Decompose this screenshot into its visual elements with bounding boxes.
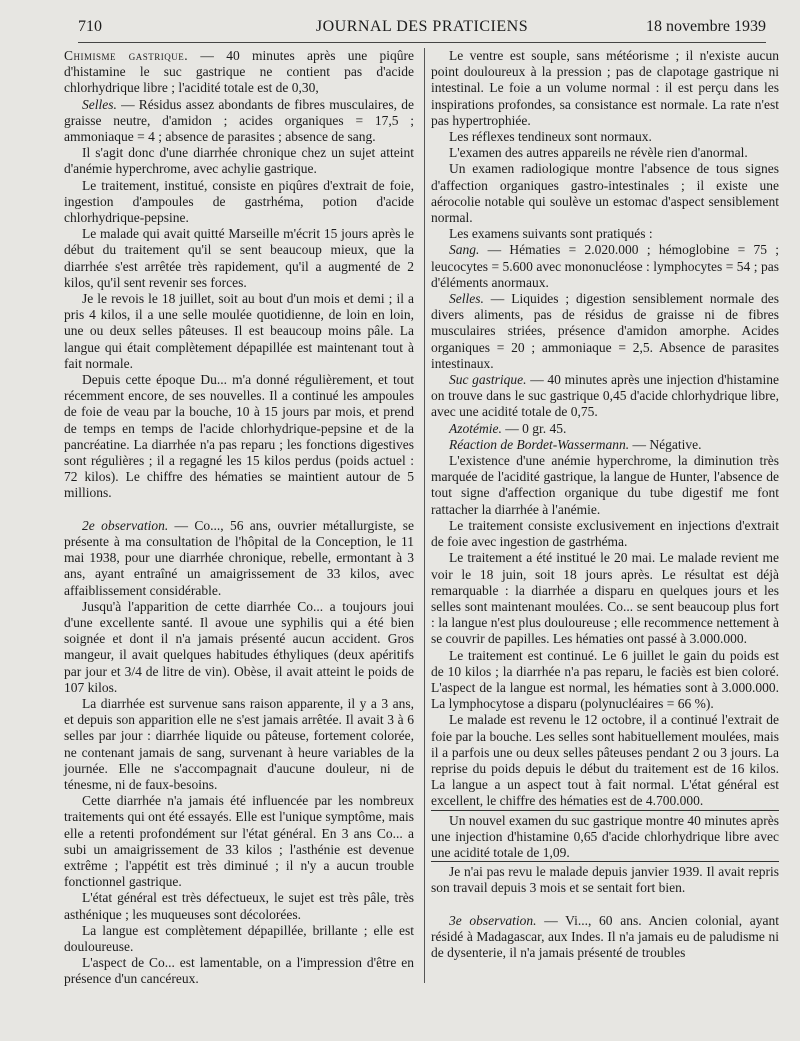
paragraph-lead: Chimisme gastrique. [64,48,189,63]
paragraph [431,421,779,437]
paragraph-lead: Sang. [449,242,480,258]
paragraph [431,913,779,962]
paragraph [64,518,414,599]
paragraph-text: — Vi..., 60 ans. Ancien colonial, ayant résidé à Madagascar, aux Indes. Il n'a jamais eu de paludisme ni de dysenterie, il n'a jamais présenté de troubles [431,912,779,960]
paragraph: Les réflexes tendineux sont normaux. [449,129,652,145]
column-divider [424,48,425,983]
journal-title: JOURNAL DES PRATICIENS [315,18,529,35]
paragraph: Je le revois le 18 juillet, soit au bout d'un mois et demi ; il a pris 4 kilos, il a une selle moulée quotidienne, de loin en loin, une ou deux selles pâteuses. Il est beaucoup moins pâle. La langue qui était complètement dépapillée est maintenant tout à fait normale. [64,291,414,371]
paragraph: L'aspect de Co... est lamentable, on a l'impression d'être en présence d'un cancéreux. [64,955,414,987]
paragraph: Le malade qui avait quitté Marseille m'écrit 15 jours après le début du traitement qu'il se sent beaucoup mieux, que la diarrhée s'est arrêtée très rapidement, qu'il a augmenté de 2 kilos, qu'il sent revenir ses forces. [64,226,414,290]
paragraph: Il s'agit donc d'une diarrhée chronique chez un sujet atteint d'anémie hyperchrome, avec achylie gastrique. [64,145,414,177]
paragraph: Je n'ai pas revu le malade depuis janvier 1939. Il avait repris son travail depuis 3 mois et se sentait fort bien. [431,861,779,896]
paragraph: La langue est complètement dépapillée, brillante ; elle est douloureuse. [64,922,414,954]
paragraph-lead: Azotémie. [449,420,502,436]
paragraph-lead: 2e observation. [82,517,169,533]
paragraph: Un nouvel examen du suc gastrique montre 40 minutes après une injection d'histamine 0,65 d'acide chlorhydrique libre avec une acidité totale de 1,09. [431,810,779,862]
paragraph [431,372,779,421]
paragraph [431,291,779,372]
paragraph-lead: Suc gastrique. [449,372,527,388]
paragraph-text: — Hématies = 2.020.000 ; hémoglobine = 75 ; leucocytes = 5.600 avec mononucléose : lymphocytes = 54 ; pas d'éléments anormaux. [431,242,779,290]
issue-date: 18 novembre 1939 [646,18,766,35]
paragraph: Jusqu'à l'apparition de cette diarrhée Co... a toujours joui d'une excellente santé. Il avoue une syphilis qui a été bien soignée et dont il n'a jamais présenté aucun accident. Gros mangeur, il avait quelques habitudes éthyliques (deux apéritifs par jour et 3/4 de litre de vin). Obèse, il avait atteint le poids de 107 kilos. [64,598,414,695]
paragraph [64,97,414,146]
left-column [64,48,414,988]
paragraph: L'état général est très défectueux, le sujet est très pâle, très asthénique ; les muqueuses sont décolorées. [64,890,414,922]
paragraph: La diarrhée est survenue sans raison apparente, il y a 3 ans, et depuis son apparition elle ne s'est jamais arrêtée. Il avait 3 à 6 selles par jour : diarrhée liquide ou pâteuse, fortement colorée, ne contenant jamais de sang, survenant à heure variables de la journée. Elle ne s'accompagnait d'aucune douleur, ni de ténesme, ni de faux-besoins. [64,695,414,792]
paragraph: Le traitement est continué. Le 6 juillet le gain du poids est de 10 kilos ; la diarrhée n'a pas reparu, le faciès est bien coloré. L'aspect de la langue est normal, les hématies sont à 3.000.000. La lymphocytose a disparu (polynucléaires = 66 %). [431,647,779,712]
paragraph: Le traitement a été institué le 20 mai. Le malade revient me voir le 18 juin, soit 18 jours après. Le résultat est déjà remarquable : la diarrhée a disparu en quelques jours et les selles sont maintenant moulées. Co... se sent beaucoup plus fort : la langue n'est plus douloureuse ; elle recommence nettement à se couvrir de papilles. Les hématies ont passé à 3.000.000. [431,550,779,647]
paragraph: Un examen radiologique montre l'absence de tous signes d'affection organiques gastro-intestinales ; il existe une aérocolie notable qui soulève un estomac d'aspect sensiblement normal. [431,161,779,226]
paragraph: Les examens suivants sont pratiqués : [449,226,653,242]
paragraph-text: — Négative. [629,436,702,452]
paragraph: Le traitement, institué, consiste en piqûres d'extrait de foie, ingestion d'ampoules de gastrhéma, potion d'acide chlorhydrique-pepsine. [64,177,414,226]
paragraph-lead: Selles. [82,96,117,112]
paragraph-text: — Résidus assez abondants de fibres musculaires, de graisse neutre, d'amidon ; acides organiques = 17,5 ; ammoniaque = 4 ; absence de parasites ; absence de sang. [64,96,414,145]
page-number: 710 [78,18,102,35]
paragraph-text: — 40 minutes après une injection d'histamine on trouve dans le suc gastrique 0,45 d'acide chlorhydrique libre, avec une acidité totale de 0,75. [431,372,779,420]
paragraph [431,242,779,291]
paragraph-text: — 40 minutes après une piqûre d'histamine le suc gastrique ne contient pas d'acide chlorhydrique libre ; l'acidité totale est de 0,30, [64,48,414,96]
paragraph: Cette diarrhée n'a jamais été influencée par les nombreux traitements qui ont été essayés. Elle est l'unique symptôme, mais elle a retenti profondément sur l'état général. En 3 ans Co... a subi un amaigrissement de 33 kilos ; l'asthénie est devenue extrême ; l'appétit est très diminué ; il n'y a aucun trouble fonctionnel gastrique. [64,793,414,890]
running-header [78,16,766,43]
paragraph-lead: Réaction de Bordet-Wassermann. [449,436,630,452]
paragraph [64,48,414,97]
paragraph: Le traitement consiste exclusivement en injections d'extrait de foie avec ingestion de gastrhéma. [431,517,779,550]
paragraph: Le ventre est souple, sans météorisme ; il n'existe aucun point douloureux à la pression ; pas de clapotage gastrique ni intestinal. Le foie a un volume normal : il est perçu dans les inspirations profondes, sa consistance est normale. La rate n'est pas hypertrophiée. [431,48,779,128]
paragraph-text: — Liquides ; digestion sensiblement normale des divers aliments, pas de résidus de graisse ni de fibres musculaires striées, présence d'amidon amorphe. Acides organiques = 20 ; ammoniaque = 2,5. Absence de parasites intestinaux. [431,291,779,371]
paragraph-lead: Selles. [449,291,484,307]
paragraph-text: — Co..., 56 ans, ouvrier métallurgiste, se présente à ma consultation de l'hôpital de la Conception, le 11 mai 1938, pour une diarrhée chronique, rebelle, ermontant à 3 ans, ayant entraîné un amaigrissement de 33 kilos, avec affaiblissement considérable. [64,517,414,598]
right-column [431,48,779,961]
paragraph: Le malade est revenu le 12 octobre, il a continué l'extrait de foie par la bouche. Les selles sont habituellement moulées, mais il a parfois une ou deux selles pâteuses pendant 2 ou 3 jours. La reprise du poids depuis le début du traitement est de 16 kilos. La langue a un aspect tout à fait normal. L'état général est excellent, le chiffre des hématies est de 4.700.000. [431,712,779,809]
paragraph-text: — 0 gr. 45. [501,420,567,436]
paragraph-lead: 3e observation. [449,912,537,928]
paragraph: L'examen des autres appareils ne révèle rien d'anormal. [449,145,748,161]
paragraph [431,437,779,453]
paragraph: Depuis cette époque Du... m'a donné régulièrement, et tout récemment encore, de ses nouvelles. Il a continué les ampoules de foie de veau par la bouche, 10 à 15 jours par mois, et prend de temps en temps de l'acide chlorhydrique-pepsine et de la pancréatine. La diarrhée n'a pas reparu ; les fonctions digestives sont régulières ; il a regagné les 15 kilos perdus (poids actuel : 72 kilos). Le chiffre des hématies se maintient autour de 5 millions. [64,372,414,501]
paragraph: L'existence d'une anémie hyperchrome, la diminution très marquée de l'acidité gastrique, la langue de Hunter, l'absence de tout signe d'affection organique du tube digestif me font rattacher la diarrhée à l'anémie. [431,453,779,517]
